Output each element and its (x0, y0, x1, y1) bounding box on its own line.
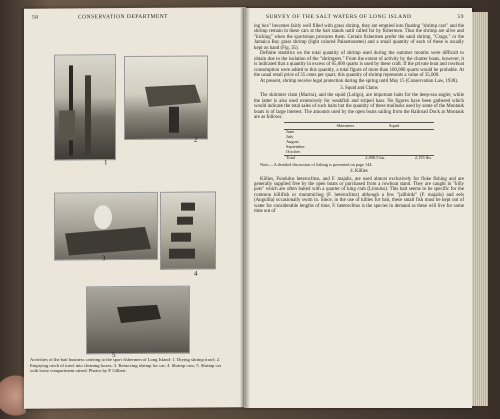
table-cell: July (286, 134, 294, 140)
photo-shrimp-cars (160, 191, 216, 269)
left-running-head (32, 13, 238, 21)
thumb (0, 372, 26, 419)
table-total-skimmers: 2,098.5 bu. (334, 155, 387, 160)
table-header: Skimmers (334, 122, 387, 129)
table-cell: August (286, 138, 299, 144)
table-header: Squid (387, 122, 434, 129)
photo-3-scene (55, 193, 157, 263)
photo-4-scene (161, 192, 215, 268)
photo-2-scene (125, 56, 207, 139)
figure-number-4: 4 (194, 269, 198, 278)
photo-1-scene (55, 55, 115, 159)
table-cell: June (286, 129, 295, 135)
table-header-row (284, 122, 434, 129)
table-total-row (284, 155, 434, 160)
paragraph-legal-protection: At present, shrimp receive legal protection during the spring until May 15 (Conservation Law, 1938). (260, 78, 459, 84)
photo-emptying-catch (124, 55, 208, 140)
figure-number-3: 3 (102, 254, 106, 263)
photo-removing-shrimp (54, 192, 158, 261)
paragraph-shrimp-cars: ing box" becomes fairly well filled with grass shrimp, they are emptied into floating "shrimp cars" and the shrimp remain in these cars at the bait stands until called for by fishermen. Thus the shrimp are alive and "kicking" when the sportsman procures them. Certain fishermen prefer the sand shrimp, "Crago," or the Jamaica Bay grass shrimp (light colored Palaemonetes) and a small quantity of each of these is usually kept on hand (Fig. 35). (254, 24, 464, 51)
figure-number-5: 5 (112, 351, 116, 360)
figure-caption: Activities of the bait business catering to the sport fishermen of Long Island: 1. Drying shrimp trawl; 2. Emptying catch of trawl into cleaning boxes; 3. Removing shrimp for car; 4. Shrimp cars; 5. Shrimp car with loose compartment raised. Photos by P. Gilbert. (30, 357, 222, 374)
section-killies: 4. Killies (350, 169, 368, 175)
table-note: Note.—A detailed discussion of fishing is presented on page 144. (260, 161, 373, 167)
figure-number-1: 1 (104, 158, 108, 167)
paragraph-killies: Killies, Fundulus heteroclitus, and F. majalis, are used almost exclusively for fluke fishing and are generally supplied free by the open boats or purchased from a rowboat stand. They are caught in "killy pots" which are often baited with a quarter of king crab (Limulus). This bait seems to be specific for the common killifish or mummichog (F. heteroclitus) although a few "jailbirds" (F. majalis) and eels (Anguilla) occasionally swim in. Since, in the use of killies for bait, these small fish must be kept out of water for considerable lengths of time, F. heteroclitus is the species in demand as these will live for some time out of (254, 176, 464, 215)
photo-5-scene (87, 287, 189, 354)
right-page (244, 8, 472, 408)
left-running-head-text: CONSERVATION DEPARTMENT (78, 13, 169, 21)
table-total-label: Total (284, 155, 334, 160)
table-cell: October (286, 148, 301, 154)
right-body-text (254, 24, 464, 215)
book-gutter (240, 8, 250, 408)
table-cell: September (286, 143, 305, 149)
bait-table (284, 122, 434, 161)
photo-shrimp-car-raised (86, 286, 190, 355)
figure-number-2: 2 (194, 135, 198, 144)
right-running-head-text: SURVEY OF THE SALT WATERS OF LONG ISLAND (266, 14, 412, 20)
left-page-number: 58 (32, 14, 39, 21)
paragraph-statistics: Definite statistics on the total quantity of shrimp used during the summer months were difficult to obtain due to the isolation of the "shrimpers." From the extent of activity by the charter boats, however, it is indicated that a quantity in excess of 65,000 quarts is used by these craft. If the private boat and rowboat consumption were added to this quantity, a total figure of more than 100,000 quarts would be probable. At the usual retail price of 35 cents per quart, this quantity of shrimp represents a value of 35,000. (254, 51, 464, 79)
photo-drying-trawl (54, 54, 116, 160)
page-edges (472, 12, 488, 406)
left-page (24, 7, 246, 409)
right-page-number: 59 (457, 14, 464, 20)
paragraph-squid-clams: The skimmer clam (Mactra), and the squid (Loligo), are important baits for the deep-sea angler, while the latter is also used extensively for weakfish and striped bass. No figures have been gathered which would indicate the total sales of such baits but the quantity of these mollusks used by some of the Montauk boats is of large interest. The amounts used by the open boats sailing from the Railroad Dock at Montauk are as follows: (254, 93, 464, 121)
section-squid-clams: 3. Squid and Clams (340, 85, 378, 91)
table-total-squid: 2,155 lbs. (387, 155, 434, 160)
